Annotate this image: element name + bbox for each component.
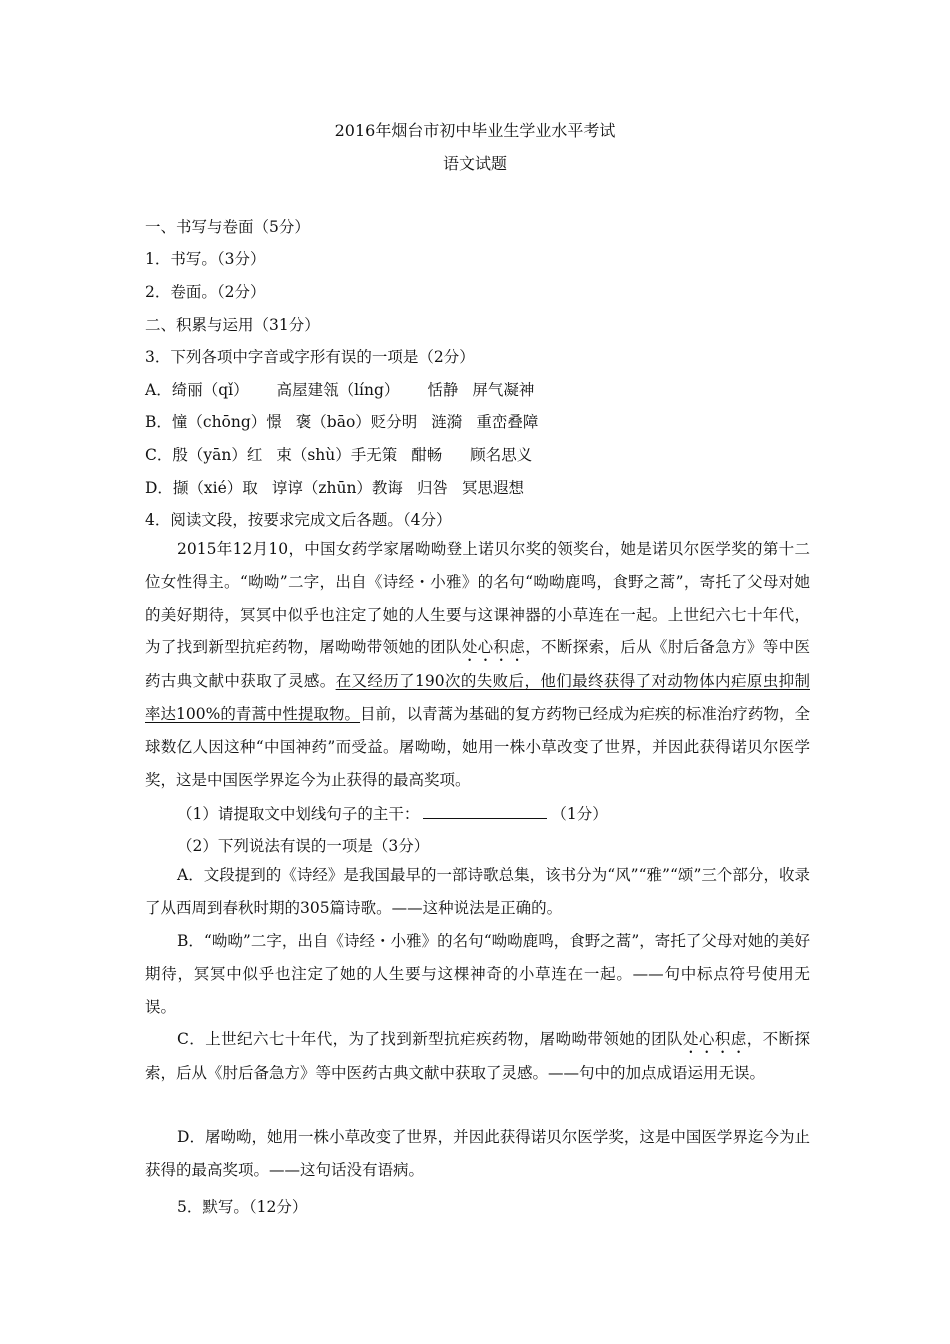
question-3-option-d: D．撷（xié）取 谆谆（zhūn）教诲 归咎 冥思遐想 — [145, 479, 524, 497]
underlined-sentence: 在又经历了190次的失败后，他们最终获得了对动物体内疟原虫抑制率达100%的青蒿中性提取物。 — [145, 672, 810, 724]
question-4-option-c: C．上世纪六七十年代，为了找到新型抗疟疾药物，屠呦呦带领她的团队处心积虑，不断探索，后从《肘后备急方》等中医药古典文献中获取了灵感。——句中的加点成语运用无误。 — [145, 1030, 810, 1082]
question-4-stem: 4．阅读文段，按要求完成文后各题。（4分） — [145, 511, 452, 529]
question-4-option-a: A．文段提到的《诗经》是我国最早的一部诗歌总集，该书分为“风”“雅”“颂”三个部分，收录了从西周到春秋时期的305篇诗歌。——这种说法是正确的。 — [145, 866, 810, 917]
question-5: 5．默写。（12分） — [177, 1198, 308, 1216]
question-3-option-b: B．憧（chōng）憬 褒（bāo）贬分明 涟漪 重峦叠障 — [145, 413, 539, 431]
answer-blank[interactable] — [423, 804, 547, 819]
section2-heading: 二、积累与运用（31分） — [145, 316, 320, 334]
question-4-sub2: （2）下列说法有误的一项是（3分） — [177, 837, 430, 855]
dotted-idiom: 处心积虑 — [461, 638, 526, 657]
question-3-stem: 3．下列各项中字音或字形有误的一项是（2分） — [145, 348, 475, 366]
question-4-option-d: D．屠呦呦，她用一株小草改变了世界，并因此获得诺贝尔医学奖，这是中国医学界迄今为止获得的最高奖项。——这句话没有语病。 — [145, 1128, 810, 1179]
question-3-option-c: C．殷（yān）红 束（shù）手无策 酣畅 顾名思义 — [145, 446, 533, 464]
question-4-sub1: （1）请提取文中划线句子的主干： （1分） — [177, 805, 608, 823]
question-3-option-a: A．绮丽（qǐ） 高屋建瓴（líng） 恬静 屏气凝神 — [145, 381, 535, 399]
question-1: 1．书写。（3分） — [145, 250, 266, 268]
question-4-option-b: B．“呦呦”二字，出自《诗经・小雅》的名句“呦呦鹿鸣，食野之蒿”，寄托了父母对她的美好期待，冥冥中似乎也注定了她的人生要与这棵神奇的小草连在一起。——句中标点符号使用无误。 — [145, 932, 810, 1016]
question-2: 2．卷面。（2分） — [145, 283, 266, 301]
exam-subtitle: 语文试题 — [442, 154, 507, 173]
dotted-idiom-c: 处心积虑 — [682, 1030, 747, 1048]
section1-heading: 一、书写与卷面（5分） — [145, 218, 310, 236]
reading-passage: 2015年12月10，中国女药学家屠呦呦登上诺贝尔奖的领奖台，她是诺贝尔医学奖的第十二位女性得主。“呦呦”二字，出自《诗经・小雅》的名句“呦呦鹿鸣，食野之蒿”，寄托了父母对她的美好期待，冥冥中似乎也注定了她的人生要与这课神器的小草连在一起。上世纪六七十年代，为了找到新型抗疟药物，屠呦呦带领她的团队处心积虑，不断探索，后从《肘后备急方》等中医药古典文献中获取了灵感。在又经历了190次的失败后，他们最终获得了对动物体内疟原虫抑制率达100%的青蒿中性提取物。目前，以青蒿为基础的复方药物已经成为疟疾的标准治疗药物，全球数亿人因这种“中国神药”而受益。屠呦呦，她用一株小草改变了世界，并因此获得诺贝尔医学奖，这是中国医学界迄今为止获得的最高奖项。 — [145, 540, 810, 789]
exam-title: 2016年烟台市初中毕业生学业水平考试 — [334, 121, 616, 140]
